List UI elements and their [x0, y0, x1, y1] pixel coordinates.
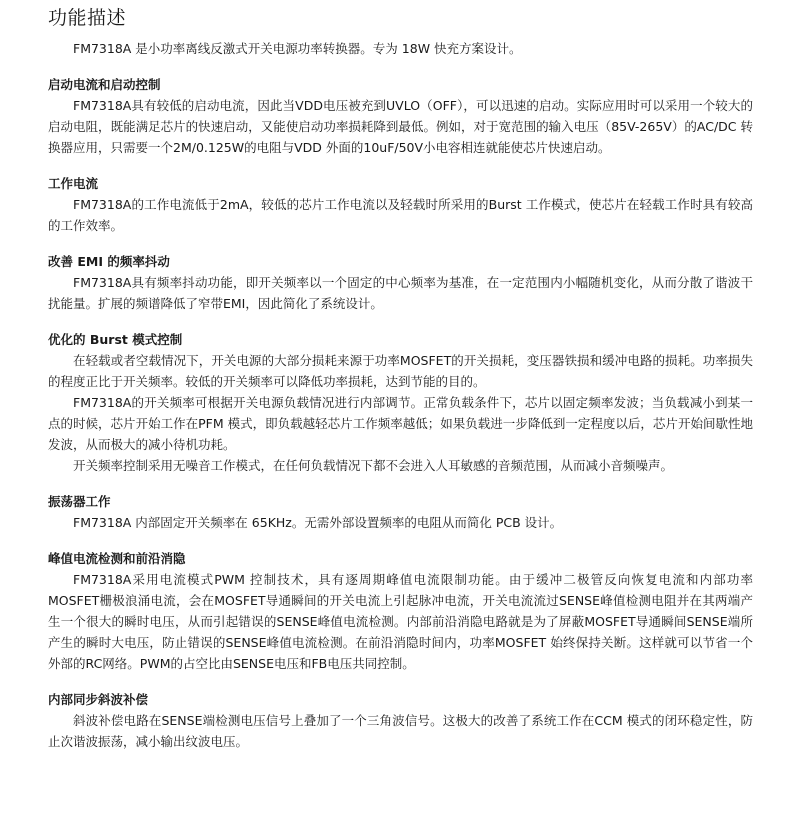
section-oscillator: [48, 492, 753, 533]
section-paragraph: FM7318A的开关频率可根据开关电源负载情况进行内部调节。正常负载条件下，芯片以固定频率发波；当负载减小到某一点的时候，芯片开始工作在PFM 模式，即负载越轻芯片工作频率越低；如果负载进一步降低到一定程度以后，芯片开始间歇性地发波，从而极大的减小待机功耗。: [48, 395, 753, 452]
section-emi-jitter: [48, 252, 753, 314]
section-paragraph: 在轻载或者空载情况下，开关电源的大部分损耗来源于功率MOSFET的开关损耗，变压器铁损和缓冲电路的损耗。功率损失的程度正比于开关频率。较低的开关频率可以降低功率损耗，达到节能的目的。: [48, 353, 753, 389]
section-burst-mode: [48, 330, 753, 476]
section-slope-compensation: [48, 690, 753, 752]
section-paragraph: FM7318A的工作电流低于2mA，较低的芯片工作电流以及轻载时所采用的Burst 工作模式，使芯片在轻载工作时具有较高的工作效率。: [48, 197, 753, 233]
section-heading: 工作电流: [48, 176, 99, 191]
section-startup: [48, 75, 753, 158]
section-operating-current: [48, 174, 753, 236]
section-heading: 优化的 Burst 模式控制: [48, 332, 183, 347]
section-heading: 启动电流和启动控制: [48, 77, 161, 92]
page-title: 功能描述: [48, 7, 127, 29]
section-heading: 振荡器工作: [48, 494, 111, 509]
section-heading: 峰值电流检测和前沿消隐: [48, 551, 186, 566]
section-peak-current: [48, 549, 753, 674]
section-paragraph: FM7318A 内部固定开关频率在 65KHz。无需外部设置频率的电阻从而简化 PCB 设计。: [73, 515, 563, 530]
section-paragraph: 开关频率控制采用无噪音工作模式，在任何负载情况下都不会进入人耳敏感的音频范围，从而减小音频噪声。: [73, 458, 674, 473]
section-heading: 内部同步斜波补偿: [48, 692, 149, 707]
section-paragraph: FM7318A具有频率抖动功能，即开关频率以一个固定的中心频率为基准，在一定范围内小幅随机变化，从而分散了谐波干扰能量。扩展的频谱降低了窄带EMI，因此简化了系统设计。: [48, 275, 753, 311]
section-paragraph: FM7318A具有较低的启动电流，因此当VDD电压被充到UVLO（OFF），可以迅速的启动。实际应用时可以采用一个较大的启动电阻，既能满足芯片的快速启动，又能使启动功率损耗降到最低。例如，对于宽范围的输入电压（85V-265V）的AC/DC 转换器应用，只需要一个2M/0.125W的电阻与VDD 外面的10uF/50V小电容相连就能使芯片快速启动。: [48, 98, 753, 155]
intro-paragraph: FM7318A 是小功率离线反激式开关电源功率转换器。专为 18W 快充方案设计。: [73, 41, 522, 56]
section-paragraph: 斜波补偿电路在SENSE端检测电压信号上叠加了一个三角波信号。这极大的改善了系统工作在CCM 模式的闭环稳定性，防止次谐波振荡，减小输出纹波电压。: [48, 713, 753, 749]
section-paragraph: FM7318A采用电流模式PWM 控制技术，具有逐周期峰值电流限制功能。由于缓冲二极管反向恢复电流和内部功率MOSFET栅极浪涌电流，会在MOSFET导通瞬间的开关电流上引起脉冲电流，开关电流流过SENSE峰值检测电阻并在其两端产生一个很大的瞬时电压，从而引起错误的SENSE峰值电流检测。内部前沿消隐电路就是为了屏蔽MOSFET导通瞬间SENSE端所产生的瞬时大电压，防止错误的SENSE峰值电流检测。在前沿消隐时间内，功率MOSFET 始终保持关断。这样就可以节省一个外部的RC网络。PWM的占空比由SENSE电压和FB电压共同控制。: [48, 572, 753, 671]
section-heading: 改善 EMI 的频率抖动: [48, 254, 170, 269]
